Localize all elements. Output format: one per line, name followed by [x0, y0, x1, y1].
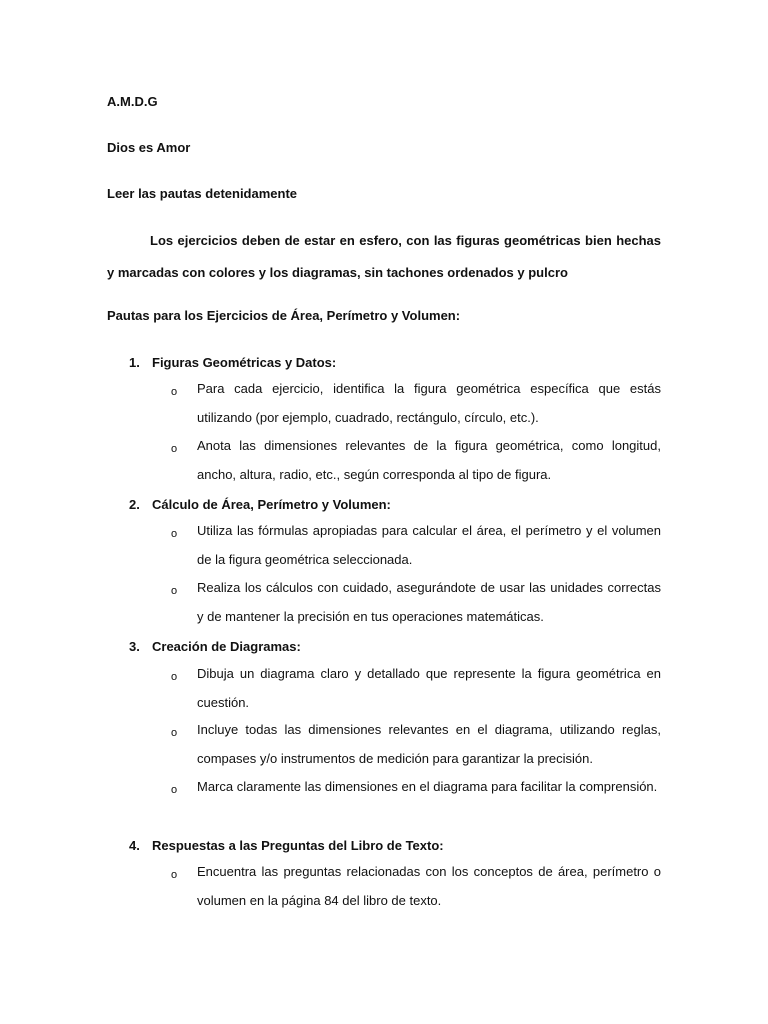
- bullet-icon: o: [171, 784, 178, 796]
- header-instructions: Leer las pautas detenidamente: [107, 186, 298, 201]
- bullet-icon: o: [171, 585, 178, 597]
- bullet-icon: o: [171, 869, 178, 881]
- bullet-icon: o: [171, 727, 178, 739]
- list-item-title: Cálculo de Área, Perímetro y Volumen:: [152, 497, 391, 512]
- bullet-icon: o: [171, 443, 178, 455]
- section-title: Pautas para los Ejercicios de Área, Perímetro y Volumen:: [107, 308, 461, 323]
- header-dios-es-amor: Dios es Amor: [107, 140, 191, 155]
- header-amdg: A.M.D.G: [107, 94, 158, 109]
- list-item-title: Respuestas a las Preguntas del Libro de Texto:: [152, 838, 444, 853]
- bullet-text: Realiza los cálculos con cuidado, asegurándote de usar las unidades correctas y de mantener la precisión en tus operaciones matemáticas.: [197, 580, 661, 624]
- list-item-number: 4.: [129, 838, 140, 853]
- intro-paragraph: Los ejercicios deben de estar en esfero, con las figuras geométricas bien hechas y marcadas con colores y los diagramas, sin tachones ordenados y pulcro: [107, 233, 661, 280]
- list-item-number: 1.: [129, 355, 140, 370]
- bullet-text: Encuentra las preguntas relacionadas con los conceptos de área, perímetro o volumen en la página 84 del libro de texto.: [197, 864, 661, 908]
- bullet-text: Incluye todas las dimensiones relevantes en el diagrama, utilizando reglas, compases y/o instrumentos de medición para garantizar la precisión.: [197, 722, 661, 766]
- list-item-title: Figuras Geométricas y Datos:: [152, 355, 337, 370]
- bullet-text: Marca claramente las dimensiones en el diagrama para facilitar la comprensión.: [197, 779, 658, 794]
- bullet-text: Anota las dimensiones relevantes de la figura geométrica, como longitud, ancho, altura, radio, etc., según corresponda al tipo de figura.: [197, 438, 661, 482]
- list-item-number: 2.: [129, 497, 140, 512]
- list-item-title: Creación de Diagramas:: [152, 639, 301, 654]
- bullet-text: Para cada ejercicio, identifica la figura geométrica específica que estás utilizando (por ejemplo, cuadrado, rectángulo, círculo, etc.).: [197, 381, 661, 425]
- bullet-text: Dibuja un diagrama claro y detallado que represente la figura geométrica en cuestión.: [197, 666, 661, 710]
- bullet-icon: o: [171, 671, 178, 683]
- bullet-text: Utiliza las fórmulas apropiadas para calcular el área, el perímetro y el volumen de la figura geométrica seleccionada.: [197, 523, 661, 567]
- list-item-number: 3.: [129, 639, 140, 654]
- bullet-icon: o: [171, 386, 178, 398]
- bullet-icon: o: [171, 528, 178, 540]
